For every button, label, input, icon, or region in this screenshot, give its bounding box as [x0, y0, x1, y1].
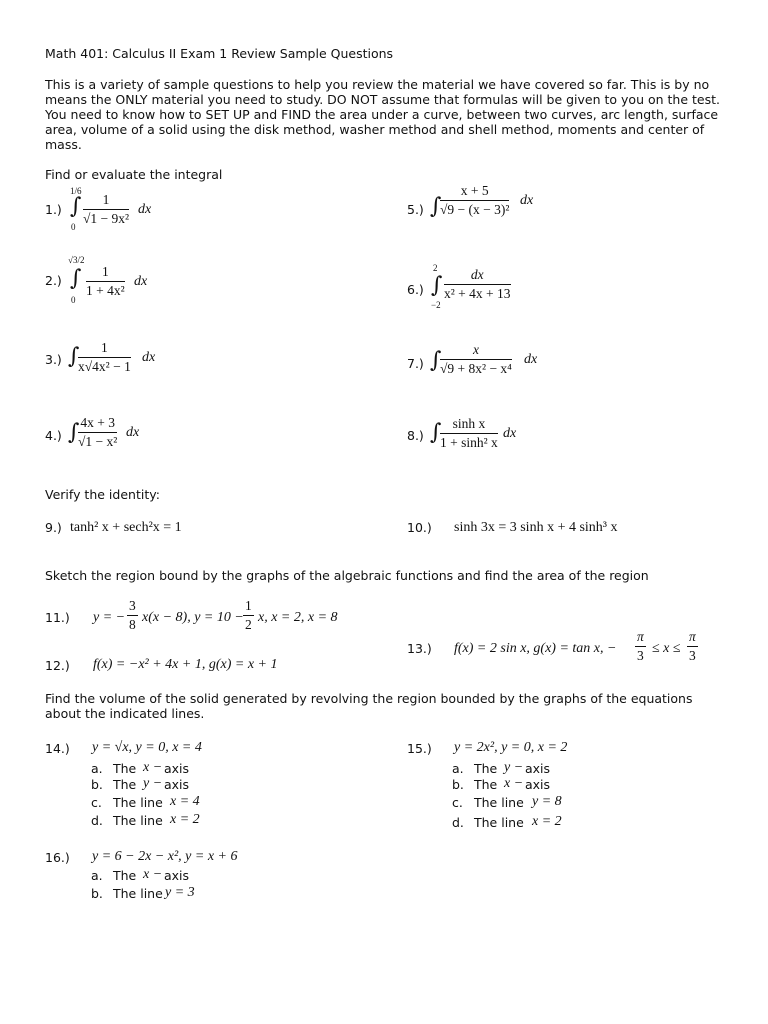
part-math: x −	[143, 867, 163, 882]
part-math: x −	[143, 760, 163, 775]
part-label: c.	[452, 795, 463, 810]
part-text: The	[113, 868, 137, 883]
numerator: 1	[83, 192, 129, 210]
question-number: 9.)	[45, 520, 62, 535]
part-text: The line	[113, 813, 163, 828]
question-number: 7.)	[407, 356, 424, 371]
question-number: 6.)	[407, 282, 424, 297]
part-math: y −	[504, 760, 524, 775]
section-heading-integrals: Find or evaluate the integral	[45, 167, 223, 182]
part-math: y = 3	[165, 885, 195, 900]
denominator: 3	[689, 648, 696, 663]
coefficient-fraction	[243, 598, 254, 633]
intro-line-5: mass.	[45, 137, 82, 152]
equation-part: f(x) = 2 sin x, g(x) = tan x, −	[454, 641, 617, 656]
section-heading-identity: Verify the identity:	[45, 487, 160, 502]
integral-sign: ∫	[430, 348, 442, 373]
lower-limit: 0	[71, 222, 76, 232]
numerator: sinh x	[440, 416, 498, 434]
question-number: 14.)	[45, 741, 70, 756]
part-label: a.	[91, 761, 103, 776]
denominator: √1 − 9x²	[83, 211, 130, 226]
numerator: 1	[243, 598, 254, 616]
equation: y = 6 − 2x − x², y = x + 6	[92, 849, 238, 864]
question-number: 16.)	[45, 850, 70, 865]
denominator: 1 + sinh² x	[440, 435, 498, 450]
part-label: b.	[452, 777, 464, 792]
integral-sign: ∫	[68, 420, 80, 445]
lower-limit: 0	[71, 295, 76, 305]
denominator: 1 + 4x²	[86, 283, 125, 298]
part-text: The	[113, 777, 137, 792]
differential: dx	[524, 352, 538, 367]
question-number: 11.)	[45, 610, 70, 625]
bound-fraction	[687, 629, 698, 664]
equation-part: x, x = 2, x = 8	[258, 610, 338, 625]
denominator: 2	[245, 617, 252, 632]
denominator: √9 − (x − 3)²	[440, 202, 510, 217]
section-heading-volume-2: about the indicated lines.	[45, 706, 205, 721]
upper-limit: 2	[433, 263, 438, 273]
denominator: x√4x² − 1	[78, 359, 131, 374]
differential: dx	[126, 425, 140, 440]
integral-sign: ∫	[430, 420, 442, 445]
question-number: 10.)	[407, 520, 432, 535]
denominator: 8	[129, 617, 136, 632]
differential: dx	[142, 350, 156, 365]
part-math: x = 2	[170, 812, 200, 827]
denominator: x² + 4x + 13	[444, 286, 511, 301]
part-text: The	[113, 761, 137, 776]
intro-line-4: area, volume of a solid using the disk method, washer method and shell method, moments and center of	[45, 122, 705, 137]
numerator: 3	[127, 598, 138, 616]
section-heading-area: Sketch the region bound by the graphs of the algebraic functions and find the area of the region	[45, 568, 649, 583]
part-suffix: axis	[164, 777, 190, 792]
intro-line-2: means the ONLY material you need to study. DO NOT assume that formulas will be given to you on the test.	[45, 92, 720, 107]
part-text: The line	[474, 795, 524, 810]
differential: dx	[134, 274, 148, 289]
part-suffix: axis	[525, 761, 551, 776]
part-text: The	[474, 761, 498, 776]
question-number: 13.)	[407, 641, 432, 656]
numerator: 1	[86, 264, 125, 282]
equation-part: ≤ x ≤	[652, 641, 681, 656]
intro-line-1: This is a variety of sample questions to help you review the material we have covered so far. This is by no	[45, 77, 710, 92]
part-text: The line	[113, 795, 163, 810]
question-number: 3.)	[45, 352, 62, 367]
bound-fraction	[635, 629, 646, 664]
numerator: x + 5	[440, 183, 509, 201]
part-label: d.	[452, 815, 464, 830]
part-label: d.	[91, 813, 103, 828]
integral-sign: ∫	[70, 266, 82, 291]
identity-expression: sinh 3x = 3 sinh x + 4 sinh³ x	[454, 520, 618, 535]
question-number: 15.)	[407, 741, 432, 756]
integral-sign: ∫	[430, 194, 442, 219]
upper-limit: 1/6	[70, 186, 82, 196]
integrand-fraction	[440, 416, 498, 451]
part-label: b.	[91, 777, 103, 792]
question-number: 5.)	[407, 202, 424, 217]
part-text: The line	[113, 886, 163, 901]
part-label: b.	[91, 886, 103, 901]
numerator: π	[635, 629, 646, 647]
part-math: x = 4	[170, 794, 200, 809]
equation-part: x(x − 8), y = 10 −	[142, 610, 244, 625]
integrand-fraction	[444, 267, 511, 302]
numerator: π	[687, 629, 698, 647]
denominator: √1 − x²	[78, 434, 118, 449]
upper-limit: √3/2	[68, 255, 85, 265]
intro-line-3: You need to know how to SET UP and FIND the area under a curve, between two curves, arc length, surface	[45, 107, 719, 122]
part-text: The	[474, 777, 498, 792]
numerator: 4x + 3	[78, 415, 117, 433]
question-number: 2.)	[45, 273, 62, 288]
integrand-fraction	[440, 342, 512, 377]
part-math: x = 2	[532, 814, 562, 829]
equation: y = 2x², y = 0, x = 2	[454, 740, 568, 755]
differential: dx	[520, 193, 534, 208]
question-number: 4.)	[45, 428, 62, 443]
identity-expression: tanh² x + sech²x = 1	[70, 520, 182, 535]
part-math: y = 8	[532, 794, 562, 809]
denominator: 3	[637, 648, 644, 663]
question-number: 1.)	[45, 202, 62, 217]
numerator: x	[440, 342, 512, 360]
integrand-fraction	[86, 264, 125, 299]
question-number: 12.)	[45, 658, 70, 673]
equation: f(x) = −x² + 4x + 1, g(x) = x + 1	[93, 657, 278, 672]
part-suffix: axis	[164, 761, 190, 776]
part-label: c.	[91, 795, 102, 810]
denominator: √9 + 8x² − x⁴	[440, 361, 512, 376]
equation: y = √x, y = 0, x = 4	[92, 740, 202, 755]
part-suffix: axis	[164, 868, 190, 883]
integral-sign: ∫	[68, 344, 80, 369]
integral-sign: ∫	[70, 194, 82, 219]
section-heading-volume-1: Find the volume of the solid generated by revolving the region bounded by the graphs of the equations	[45, 691, 693, 706]
part-label: a.	[452, 761, 464, 776]
part-math: x −	[504, 776, 524, 791]
integral-sign: ∫	[431, 273, 443, 298]
page-title: Math 401: Calculus II Exam 1 Review Sample Questions	[45, 46, 394, 61]
integrand-fraction	[78, 340, 131, 375]
integrand-fraction	[440, 183, 509, 218]
numerator: dx	[444, 267, 511, 285]
part-suffix: axis	[525, 777, 551, 792]
differential: dx	[503, 426, 517, 441]
part-label: a.	[91, 868, 103, 883]
integrand-fraction	[83, 192, 129, 227]
numerator: 1	[78, 340, 131, 358]
part-text: The line	[474, 815, 524, 830]
part-math: y −	[143, 776, 163, 791]
coefficient-fraction	[127, 598, 138, 633]
differential: dx	[138, 202, 152, 217]
equation-part: y = −	[93, 610, 126, 625]
integrand-fraction	[78, 415, 117, 450]
lower-limit: −2	[431, 300, 441, 310]
question-number: 8.)	[407, 428, 424, 443]
